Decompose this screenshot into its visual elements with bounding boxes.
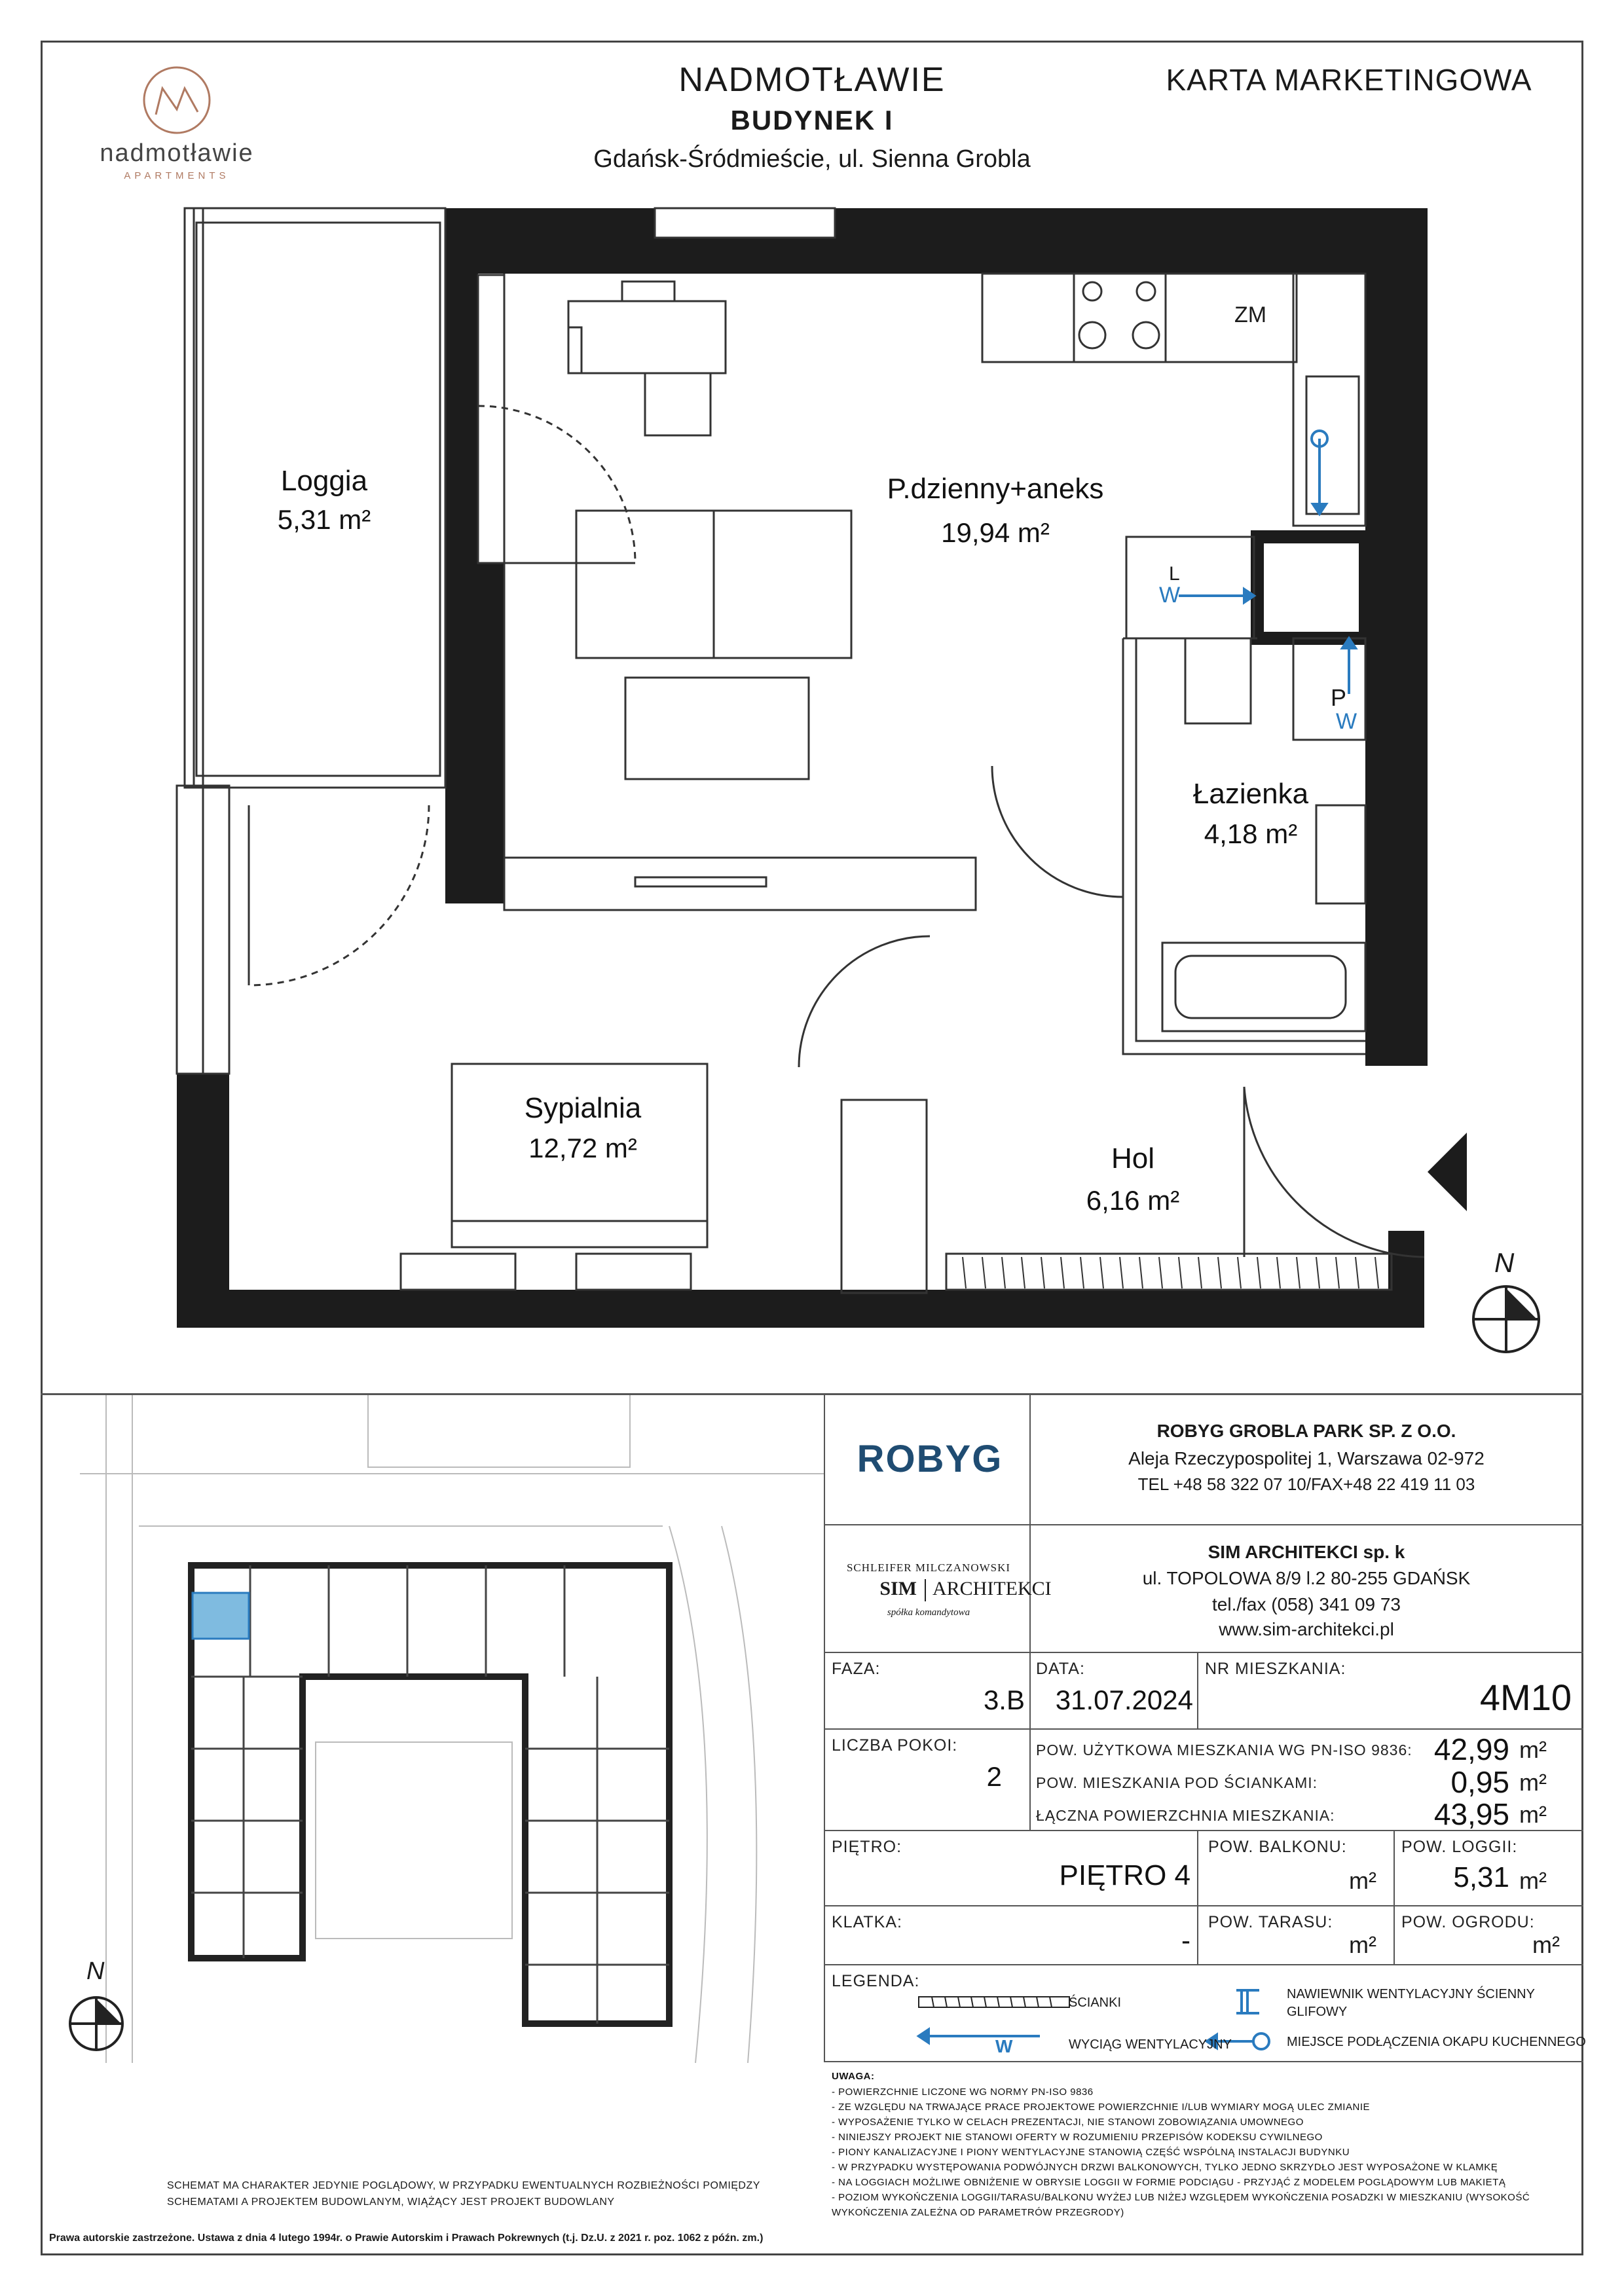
legend-wyciag-letter: W [995, 2036, 1013, 2056]
room-area-living: 19,94 m² [941, 517, 1050, 548]
robyg-logo: ROBYG [857, 1438, 1003, 1480]
data-label: DATA: [1036, 1660, 1085, 1678]
data-value: 31.07.2024 [1055, 1685, 1193, 1715]
walls [177, 208, 1428, 1328]
plan-label-zm: ZM [1234, 302, 1267, 327]
logo-name: nadmotławie [100, 139, 254, 167]
note-line: - NA LOGGIACH MOŻLIWE OBNIŻENIE W OBRYSIE LOGGII W FORMIE PODCIĄGU - PRZYJĄĆ Z MODELEM POGLĄDOWYM LUB MAKIETĄ [832, 2177, 1506, 2188]
klatka-label: KLATKA: [832, 1913, 902, 1931]
note-line: - NINIEJSZY PROJEKT NIE STANOWI OFERTY W ROZUMIENIU PRZEPISÓW KODEKSU CYWILNEGO [832, 2132, 1323, 2143]
balkon-label: POW. BALKONU: [1208, 1838, 1347, 1856]
pow-uzytkowa-value: 42,99 [1433, 1732, 1509, 1766]
plan-label-l: L [1169, 563, 1180, 585]
faza-value: 3.B [983, 1685, 1025, 1715]
nr-label: NR MIESZKANIA: [1205, 1660, 1346, 1678]
legend-okap: MIEJSCE PODŁĄCZENIA OKAPU KUCHENNEGO [1287, 2035, 1586, 2049]
legend-wyciag: WYCIĄG WENTYLACYJNY [1069, 2037, 1232, 2052]
architect-logo-sim: SIM [879, 1578, 917, 1599]
col-divider-pietro-1 [1197, 1830, 1198, 1964]
site-north-label: N [86, 1958, 105, 1985]
architect-company: SIM ARCHITEKCI sp. k [1208, 1542, 1405, 1562]
room-area-bathroom: 4,18 m² [1204, 818, 1298, 849]
col-divider-data [1197, 1652, 1198, 1728]
pow-laczna-label: ŁĄCZNA POWIERZCHNIA MIESZKANIA: [1036, 1807, 1335, 1824]
col-divider-faza [1029, 1652, 1031, 1830]
note-line: - POZIOM WYKOŃCZENIA LOGGII/TARASU/BALKONU WYŻEJ LUB NIŻEJ WZGLĘDEM WYKOŃCZENIA POSADZKI W MIESZKANIU (WYSOKOŚĆ [832, 2192, 1530, 2203]
plan-label-w1: W [1159, 583, 1181, 608]
row-divider-2 [824, 1652, 1583, 1653]
loggia-unit: m² [1519, 1867, 1547, 1894]
pokoje-label: LICZBA POKOI: [832, 1736, 958, 1755]
wyciag-icon [919, 2030, 1040, 2043]
disclaimer-line-1: SCHEMAT MA CHARAKTER JEDYNIE POGLĄDOWY, W PRZYPADKU EWENTUALNYCH ROZBIEŻNOŚCI POMIĘDZY [167, 2180, 760, 2191]
loggia-label: POW. LOGGII: [1401, 1838, 1518, 1856]
architect-logo-sub: spółka komandytowa [887, 1607, 970, 1618]
architect-address: ul. TOPOLOWA 8/9 l.2 80-255 GDAŃSK [1142, 1568, 1471, 1588]
developer-phone: TEL +48 58 322 07 10/FAX+48 22 419 11 03 [1137, 1474, 1475, 1494]
logo-sub: APARTMENTS [124, 170, 230, 181]
taras-label: POW. TARASU: [1208, 1913, 1333, 1931]
col-divider-pietro-2 [1393, 1830, 1395, 1964]
ogrod-unit: m² [1532, 1931, 1560, 1958]
loggia-value: 5,31 [1453, 1861, 1509, 1893]
card-type: KARTA MARKETINGOWA [1166, 63, 1532, 97]
taras-unit: m² [1349, 1931, 1376, 1958]
room-area-loggia: 5,31 m² [277, 504, 371, 535]
pietro-label: PIĘTRO: [832, 1838, 902, 1856]
row-divider-5 [824, 1905, 1583, 1906]
pow-uzytkowa-unit: m² [1519, 1736, 1547, 1763]
note-line: WYKOŃCZENIA ZALEŻNA OD PARAMETRÓW PRZEGRODY) [832, 2207, 1124, 2218]
legend-scianki: ŚCIANKI [1069, 1995, 1122, 2010]
info-left-border [824, 1393, 825, 2061]
legend-nawiewnik-2: GLIFOWY [1287, 2005, 1348, 2019]
nawiewnik-icon [1236, 1990, 1259, 2013]
north-compass-icon [1473, 1286, 1539, 1352]
pietro-value: PIĘTRO 4 [1059, 1859, 1190, 1891]
room-name-hall: Hol [1111, 1142, 1155, 1175]
building-title: BUDYNEK I [730, 105, 894, 136]
note-line: - ZE WZGLĘDU NA TRWAJĄCE PRACE PROJEKTOWE POWIERZCHNIE I/LUB WYMIARY MOGĄ ULEC ZMIANIE [832, 2102, 1370, 2113]
note-line: - WYPOSAŻENIE TYLKO W CELACH PREZENTACJI, NIE STANOWI ZOBOWIĄZANIA UMOWNEGO [832, 2117, 1304, 2128]
plan-label-w2: W [1336, 709, 1357, 734]
apartment-highlight [193, 1593, 249, 1639]
legend-title: LEGENDA: [832, 1972, 920, 1990]
logo-col-divider [1029, 1393, 1031, 1652]
architect-logo-divider [925, 1579, 926, 1601]
pow-laczna-unit: m² [1519, 1801, 1547, 1828]
pow-uzytkowa-label: POW. UŻYTKOWA MIESZKANIA WG PN-ISO 9836: [1036, 1741, 1412, 1758]
ogrod-label: POW. OGRODU: [1401, 1913, 1535, 1931]
nr-value: 4M10 [1479, 1677, 1572, 1718]
disclaimer-line-2: SCHEMATAMI A PROJEKTEM BUDOWLANYM, WIĄŻĄCY JEST PROJEKT BUDOWLANY [167, 2196, 615, 2208]
notes-title: UWAGA: [832, 2071, 875, 2082]
developer-address: Aleja Rzeczypospolitej 1, Warszawa 02-972 [1128, 1448, 1485, 1468]
pow-laczna-value: 43,95 [1433, 1797, 1509, 1831]
klatka-value: - [1181, 1925, 1190, 1956]
row-divider-7 [824, 2061, 1583, 2062]
legend-nawiewnik-1: NAWIEWNIK WENTYLACYJNY ŚCIENNY [1287, 1987, 1535, 2001]
faza-label: FAZA: [832, 1660, 881, 1678]
pow-scianki-value: 0,95 [1450, 1765, 1509, 1799]
loggia-outline [177, 208, 445, 1074]
developer-company: ROBYG GROBLA PARK SP. Z O.O. [1156, 1421, 1456, 1441]
architect-logo-top: SCHLEIFER MILCZANOWSKI [846, 1561, 1011, 1574]
plan-label-north: N [1494, 1247, 1515, 1278]
site-north-compass-icon [70, 1997, 122, 2050]
room-name-living: P.dzienny+aneks [887, 473, 1104, 505]
pokoje-value: 2 [986, 1761, 1002, 1792]
room-name-bedroom: Sypialnia [524, 1092, 642, 1124]
room-name-bathroom: Łazienka [1192, 778, 1309, 810]
plan-label-p: P [1331, 684, 1347, 711]
row-divider-3 [824, 1728, 1583, 1730]
architect-logo-arch: ARCHITEKCI [932, 1578, 1052, 1599]
address-line: Gdańsk-Śródmieście, ul. Sienna Grobla [593, 145, 1031, 173]
site-plan-map [41, 1395, 824, 2063]
architect-phone: tel./fax (058) 341 09 73 [1212, 1594, 1401, 1614]
copyright-line: Prawa autorskie zastrzeżone. Ustawa z dnia 4 lutego 1994r. o Prawie Autorskim i Prawach Pokrewnych (t.j. Dz.U. z 2021 r. poz. 1062 z późn. zm.) [49, 2232, 764, 2244]
notes-list [832, 2085, 1578, 2220]
room-name-loggia: Loggia [280, 465, 368, 497]
row-divider-1 [824, 1524, 1583, 1525]
note-line: - POWIERZCHNIE LICZONE WG NORMY PN-ISO 9836 [832, 2086, 1094, 2098]
note-line: - PIONY KANALIZACYJNE I PIONY WENTYLACYJNE STANOWIĄ CZĘŚĆ WSPÓLNĄ INSTALACJI BUDYNKU [832, 2147, 1350, 2158]
scianki-icon [919, 1997, 1069, 2007]
project-title: NADMOTŁAWIE [678, 61, 946, 99]
entry-arrow-icon [1428, 1133, 1467, 1211]
architect-web: www.sim-architekci.pl [1219, 1619, 1394, 1639]
room-area-bedroom: 12,72 m² [528, 1133, 637, 1163]
pow-scianki-label: POW. MIESZKANIA POD ŚCIANKAMI: [1036, 1774, 1318, 1791]
balkon-unit: m² [1349, 1867, 1376, 1894]
note-line: - W PRZYPADKU WYSTĘPOWANIA PODWÓJNYCH DRZWI BALKONOWYCH, TYLKO JEDNO SKRZYDŁO JEST WYPOSAŻONE W KLAMKĘ [832, 2162, 1498, 2173]
pow-scianki-unit: m² [1519, 1769, 1547, 1796]
room-area-hall: 6,16 m² [1086, 1185, 1180, 1216]
